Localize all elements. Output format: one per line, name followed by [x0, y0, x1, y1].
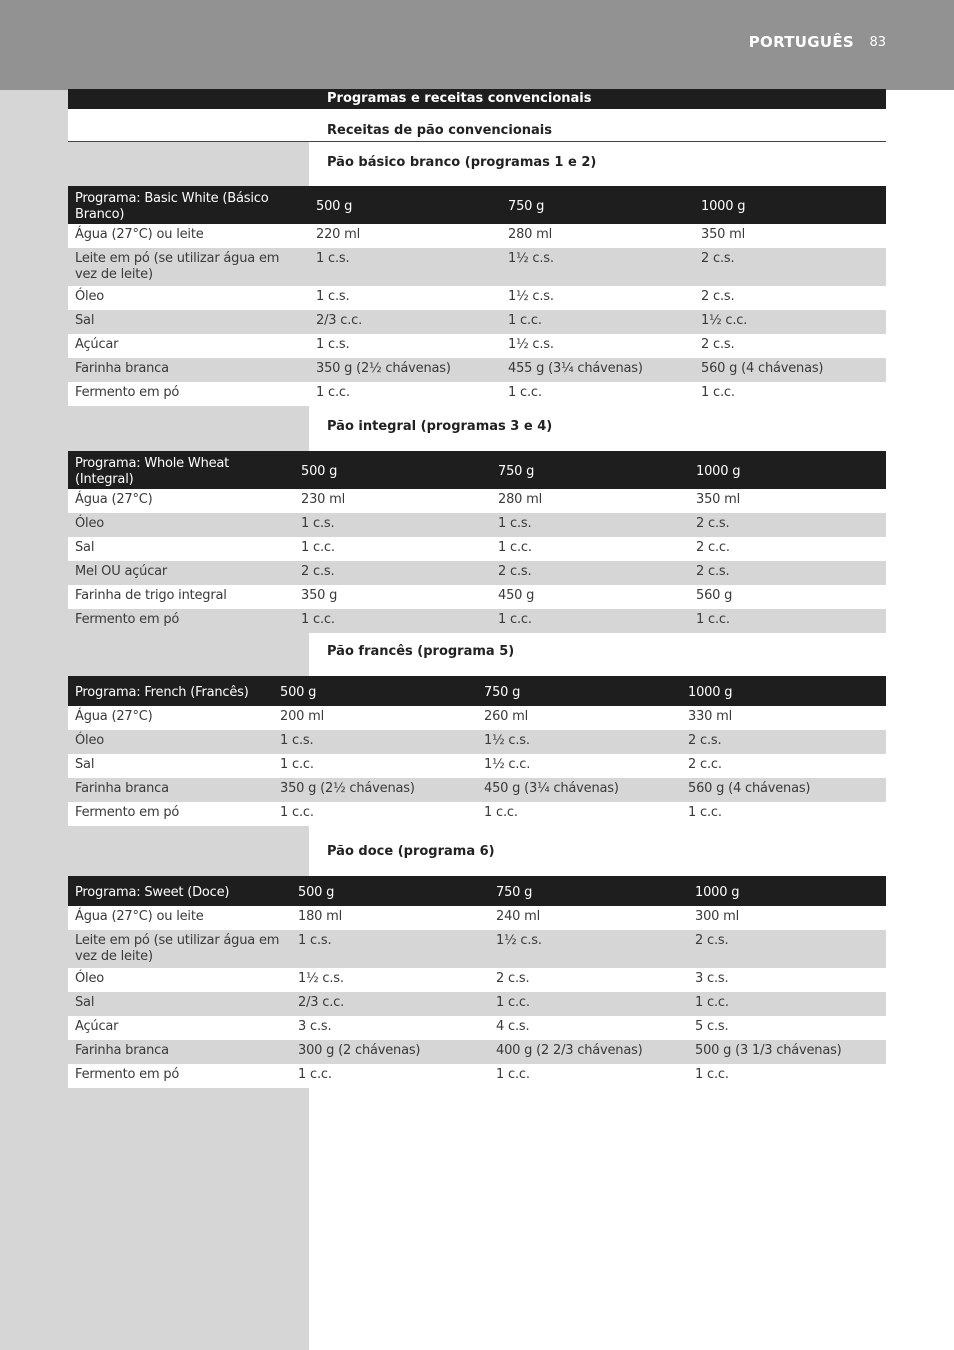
section-divider — [68, 141, 886, 142]
value-cell: 240 ml — [489, 906, 688, 930]
value-cell: 500 g (3 1/3 chávenas) — [688, 1040, 886, 1064]
table-row — [68, 537, 886, 561]
header-cell: Programa: Whole Wheat (Integral) — [68, 451, 294, 489]
value-cell: 2 c.s. — [294, 561, 491, 585]
value-cell: 560 g (4 chávenas) — [694, 358, 886, 382]
language-label: PORTUGUÊS — [748, 33, 854, 51]
header-cell: 500 g — [294, 451, 491, 489]
table-row — [68, 730, 886, 754]
value-cell: 1 c.c. — [273, 802, 477, 826]
value-cell: 2/3 c.c. — [291, 992, 489, 1016]
value-cell: 5 c.s. — [688, 1016, 886, 1040]
value-cell: 1 c.s. — [309, 286, 501, 310]
table-row — [68, 778, 886, 802]
ingredient-cell: Óleo — [68, 968, 291, 992]
table-header-row — [68, 186, 886, 224]
value-cell: 1 c.c. — [489, 1064, 688, 1088]
value-cell: 1½ c.c. — [694, 310, 886, 334]
value-cell: 1 c.s. — [309, 334, 501, 358]
value-cell: 1½ c.s. — [291, 968, 489, 992]
table-row — [68, 930, 886, 968]
table-row — [68, 706, 886, 730]
value-cell: 1 c.s. — [291, 930, 489, 968]
table-row — [68, 754, 886, 778]
left-white-strip — [68, 109, 309, 141]
value-cell: 1 c.c. — [477, 802, 681, 826]
value-cell: 450 g — [491, 585, 689, 609]
ingredient-cell: Óleo — [68, 286, 309, 310]
value-cell: 350 g (2½ chávenas) — [309, 358, 501, 382]
value-cell: 2 c.s. — [689, 561, 886, 585]
value-cell: 2 c.s. — [688, 930, 886, 968]
value-cell: 1 c.c. — [273, 754, 477, 778]
table-row — [68, 1040, 886, 1064]
table-row — [68, 968, 886, 992]
table-row — [68, 802, 886, 826]
value-cell: 455 g (3¼ chávenas) — [501, 358, 694, 382]
header-cell: 750 g — [501, 186, 694, 224]
value-cell: 1 c.c. — [501, 310, 694, 334]
value-cell: 1 c.c. — [294, 609, 491, 633]
table-row — [68, 248, 886, 286]
value-cell: 2 c.s. — [694, 334, 886, 358]
page-header-bar — [0, 0, 954, 90]
value-cell: 560 g (4 chávenas) — [681, 778, 886, 802]
table-row — [68, 286, 886, 310]
table-header-row — [68, 676, 886, 706]
recipe-table-french — [68, 676, 886, 826]
value-cell: 350 ml — [689, 489, 886, 513]
value-cell: 350 g — [294, 585, 491, 609]
value-cell: 2 c.c. — [681, 754, 886, 778]
value-cell: 1 c.c. — [291, 1064, 489, 1088]
ingredient-cell: Farinha branca — [68, 1040, 291, 1064]
page-number: 83 — [869, 35, 886, 50]
ingredient-cell: Água (27°C) ou leite — [68, 224, 309, 248]
table-row — [68, 609, 886, 633]
ingredient-cell: Fermento em pó — [68, 1064, 291, 1088]
value-cell: 1½ c.s. — [501, 248, 694, 286]
value-cell: 400 g (2 2/3 chávenas) — [489, 1040, 688, 1064]
header-cell: 750 g — [489, 876, 688, 906]
ingredient-cell: Farinha branca — [68, 358, 309, 382]
recipe-title-sweet: Pão doce (programa 6) — [327, 844, 495, 859]
value-cell: 3 c.s. — [291, 1016, 489, 1040]
ingredient-cell: Óleo — [68, 513, 294, 537]
ingredient-cell: Sal — [68, 992, 291, 1016]
table-row — [68, 585, 886, 609]
value-cell: 280 ml — [501, 224, 694, 248]
ingredient-cell: Água (27°C) ou leite — [68, 906, 291, 930]
ingredient-cell: Água (27°C) — [68, 489, 294, 513]
value-cell: 330 ml — [681, 706, 886, 730]
value-cell: 1½ c.s. — [477, 730, 681, 754]
value-cell: 1 c.c. — [501, 382, 694, 406]
value-cell: 1 c.c. — [294, 537, 491, 561]
header-cell: 1000 g — [689, 451, 886, 489]
table-header-row — [68, 451, 886, 489]
value-cell: 300 g (2 chávenas) — [291, 1040, 489, 1064]
ingredient-cell: Fermento em pó — [68, 609, 294, 633]
header-cell: Programa: Basic White (Básico Branco) — [68, 186, 309, 224]
value-cell: 3 c.s. — [688, 968, 886, 992]
recipe-table-sweet — [68, 876, 886, 1088]
value-cell: 2 c.s. — [694, 286, 886, 310]
value-cell: 260 ml — [477, 706, 681, 730]
value-cell: 2 c.s. — [489, 968, 688, 992]
table-row — [68, 1016, 886, 1040]
ingredient-cell: Leite em pó (se utilizar água em vez de leite) — [68, 248, 309, 286]
header-cell: 500 g — [291, 876, 489, 906]
value-cell: 1 c.c. — [688, 992, 886, 1016]
value-cell: 2 c.c. — [689, 537, 886, 561]
header-cell: 1000 g — [681, 676, 886, 706]
ingredient-cell: Sal — [68, 754, 273, 778]
ingredient-cell: Açúcar — [68, 1016, 291, 1040]
ingredient-cell: Farinha de trigo integral — [68, 585, 294, 609]
recipe-table-basic-white — [68, 186, 886, 406]
value-cell: 450 g (3¼ chávenas) — [477, 778, 681, 802]
header-cell: 750 g — [477, 676, 681, 706]
value-cell: 1 c.s. — [491, 513, 689, 537]
value-cell: 1½ c.s. — [501, 286, 694, 310]
ingredient-cell: Açúcar — [68, 334, 309, 358]
value-cell: 4 c.s. — [489, 1016, 688, 1040]
value-cell: 1 c.c. — [489, 992, 688, 1016]
value-cell: 1½ c.s. — [489, 930, 688, 968]
value-cell: 1 c.c. — [491, 609, 689, 633]
table-row — [68, 992, 886, 1016]
table-row — [68, 358, 886, 382]
value-cell: 230 ml — [294, 489, 491, 513]
ingredient-cell: Leite em pó (se utilizar água em vez de leite) — [68, 930, 291, 968]
ingredient-cell: Mel OU açúcar — [68, 561, 294, 585]
value-cell: 1½ c.s. — [501, 334, 694, 358]
table-header-row — [68, 876, 886, 906]
header-cell: Programa: French (Francês) — [68, 676, 273, 706]
value-cell: 300 ml — [688, 906, 886, 930]
header-cell: 1000 g — [688, 876, 886, 906]
value-cell: 180 ml — [291, 906, 489, 930]
recipe-table-whole-wheat — [68, 451, 886, 633]
section-title-bar — [68, 89, 886, 109]
value-cell: 280 ml — [491, 489, 689, 513]
subsection-title: Receitas de pão convencionais — [327, 123, 552, 138]
header-cell: Programa: Sweet (Doce) — [68, 876, 291, 906]
value-cell: 2 c.s. — [694, 248, 886, 286]
value-cell: 2 c.s. — [491, 561, 689, 585]
value-cell: 560 g — [689, 585, 886, 609]
ingredient-cell: Farinha branca — [68, 778, 273, 802]
ingredient-cell: Fermento em pó — [68, 382, 309, 406]
section-title: Programas e receitas convencionais — [327, 91, 592, 106]
table-row — [68, 224, 886, 248]
value-cell: 1 c.c. — [694, 382, 886, 406]
value-cell: 1½ c.c. — [477, 754, 681, 778]
table-row — [68, 310, 886, 334]
value-cell: 1 c.c. — [689, 609, 886, 633]
value-cell: 220 ml — [309, 224, 501, 248]
value-cell: 2 c.s. — [689, 513, 886, 537]
table-row — [68, 906, 886, 930]
ingredient-cell: Sal — [68, 537, 294, 561]
value-cell: 1 c.c. — [688, 1064, 886, 1088]
header-cell: 1000 g — [694, 186, 886, 224]
recipe-title-french: Pão francês (programa 5) — [327, 644, 515, 659]
value-cell: 350 ml — [694, 224, 886, 248]
header-cell: 500 g — [273, 676, 477, 706]
value-cell: 1 c.s. — [273, 730, 477, 754]
header-cell: 750 g — [491, 451, 689, 489]
value-cell: 1 c.s. — [294, 513, 491, 537]
recipe-title-basic-white: Pão básico branco (programas 1 e 2) — [327, 155, 597, 170]
table-row — [68, 334, 886, 358]
table-row — [68, 382, 886, 406]
recipe-title-whole-wheat: Pão integral (programas 3 e 4) — [327, 419, 553, 434]
header-cell: 500 g — [309, 186, 501, 224]
table-row — [68, 489, 886, 513]
ingredient-cell: Fermento em pó — [68, 802, 273, 826]
table-row — [68, 1064, 886, 1088]
value-cell: 1 c.c. — [681, 802, 886, 826]
value-cell: 1 c.c. — [309, 382, 501, 406]
value-cell: 350 g (2½ chávenas) — [273, 778, 477, 802]
ingredient-cell: Água (27°C) — [68, 706, 273, 730]
table-row — [68, 561, 886, 585]
value-cell: 2 c.s. — [681, 730, 886, 754]
ingredient-cell: Sal — [68, 310, 309, 334]
value-cell: 2/3 c.c. — [309, 310, 501, 334]
ingredient-cell: Óleo — [68, 730, 273, 754]
value-cell: 1 c.c. — [491, 537, 689, 561]
table-row — [68, 513, 886, 537]
value-cell: 200 ml — [273, 706, 477, 730]
value-cell: 1 c.s. — [309, 248, 501, 286]
